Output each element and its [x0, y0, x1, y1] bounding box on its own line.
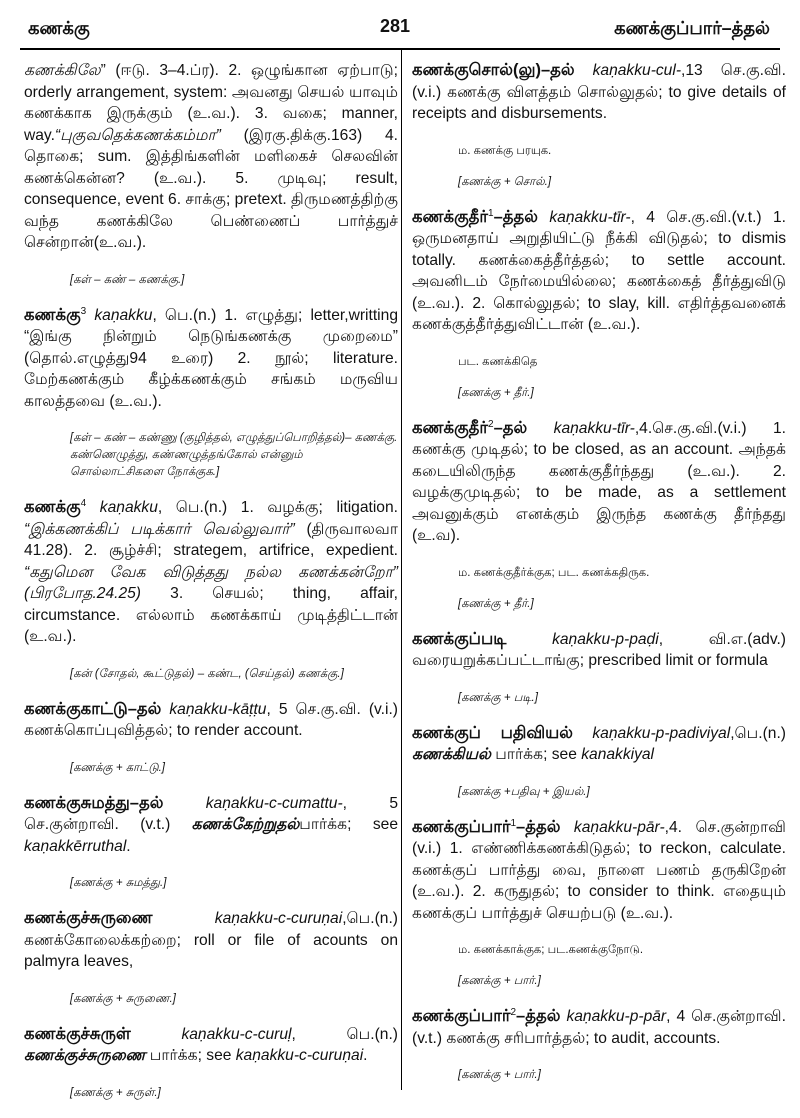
headword: கணக்குதீர் [412, 418, 489, 437]
definition-text: (தொல்.எழுத்து94 உரை) 2. நூல்; literature. மேற்கணக்கும் கீழ்க்கணக்கும் சங்கம் மருவிய காலத்தவை (உ.வ.). [24, 349, 398, 410]
etymology: [கணக்கு + படி.] [458, 691, 538, 704]
entry-continuation [24, 60, 398, 289]
etymology: [கணக்கு + சொல்.] [458, 175, 552, 188]
definition-text: , பெ.(n.) [291, 1025, 398, 1043]
headword-suffix: –தல் [493, 418, 528, 437]
headword: கணக்குப்பார் [412, 1007, 511, 1025]
page-number: 281 [380, 16, 411, 36]
definition-text: ,பெ.(n.) [730, 724, 786, 742]
entry-body [24, 497, 398, 648]
entry-body [24, 60, 398, 254]
entry-kanakku-3 [24, 305, 398, 482]
headword-suffix: –த்தல் [516, 817, 561, 836]
definition-text: பார்க்க; see [145, 1047, 236, 1064]
see-transliteration: kaṇakku-c-curuṇai [235, 1047, 364, 1064]
headword-suffix: –த்தல் [516, 1007, 561, 1025]
etymology: [கள் – கண் – கண்ணு (குழித்தல், எழுத்துப்பொறித்தல்)– கணக்கு. கண்ணெழுத்து, கண்ணழுத்தங்கோல் என்னும் சொல்லாட்சிகளை நோக்குக.] [70, 432, 398, 478]
definition-text: பார்க்க; see [299, 816, 398, 833]
homonym-number: 2 [488, 418, 494, 430]
see-transliteration: kaṇakkērruthal [24, 837, 127, 855]
definition-text: , 4 செ.குன்றாவி. (v.t.) கணக்கு சரிபார்த்தல்; to audit, accounts. [412, 1008, 786, 1047]
punctuation: . [363, 1047, 368, 1064]
quote: “இங்கு நின்றும் நெடுங்கணக்கு முறைமை” [24, 328, 398, 345]
headword: கணக்குப்படி [412, 629, 507, 648]
see-transliteration: kanakkiyal [581, 746, 655, 763]
definition-text: ,பெ.(n.) கணக்கோலைக்கற்றை; roll or file of acounts on palmyra leaves, [24, 910, 398, 970]
transliteration: kaṇakku-pār- [573, 818, 665, 836]
entry-kanakku-cumattu [24, 793, 398, 893]
entry-kanakku-p-padiviyal [412, 723, 786, 801]
quote: “கதுமென வேக விடுத்தது நல்ல கணக்கன்றோ” (பிரபோத.24.25) [24, 563, 398, 602]
transliteration: kaṇakku-c-curuṇai [214, 910, 343, 927]
transliteration: kaṇakku-p-pār [566, 1008, 667, 1025]
transliteration: kaṇakku-cul- [592, 62, 682, 79]
entry-body [24, 699, 398, 742]
cross-reference: கணக்குச்சுருணை [24, 1047, 146, 1064]
headword: கணக்குச்சுருணை [24, 909, 153, 927]
cognates: ம. கணக்கு பரயுக. [458, 144, 552, 157]
definition-text: பார்க்க; see [490, 746, 582, 763]
transliteration: kaṇakku-tīr- [549, 208, 631, 226]
entry-body [24, 793, 398, 858]
etymology: [கணக்கு + சுமத்து.] [70, 877, 167, 889]
cognates: ம. கணக்குதீர்க்குக; பட. கணக்கதிருக. [458, 566, 650, 579]
homonym-number: 1 [510, 817, 517, 829]
transliteration: kaṇakku-c-curuḷ [181, 1025, 292, 1043]
definition-text: , 5 செ.கு.வி. (v.i.) கணக்கொப்புவித்தல்; to render account. [24, 700, 398, 739]
cross-reference: கணக்கியல் [412, 746, 491, 763]
quote: கணக்கிலே [24, 62, 101, 79]
headword: கணக்குகாட்டு–தல் [24, 699, 162, 718]
etymology: [கணக்கு + தீர்.] [458, 386, 534, 399]
definition-text: ” (ஈடு. 3–4.ப்ர). 2. ஒழுங்கான ஏற்பாடு; orderly arrangement, system: அவனது செயல் யாவும் கணக்காக இருக்கும் (உ.வ.). 3. வகை; manner, way. [24, 62, 398, 144]
entry-body [412, 207, 786, 336]
definition-text: , பெ.(n.) 1. வழக்கு; litigation. [157, 499, 398, 516]
etymology: [கணக்கு + தீர்.] [458, 597, 534, 610]
definition-text: (இரகு.திக்கு.163) 4. தொகை; sum. இத்திங்களின் மளிகைச் செலவின் கணக்கென்ன? (உ.வ.). 5. முடிவு; result, consequence, event 6. சாக்கு; pretext. திருமணத்திற்கு வந்த கணக்கிலே பெண்ணைப் பார்த்துச் சென்றான்(உ.வ.). [24, 126, 398, 251]
headword: கணக்கு [24, 305, 81, 324]
definition-text: ,4. செ.குன்றாவி (v.i.) 1. எண்ணிக்கணக்கிடுதல்; to reckon, calculate. கணக்குப் பார்த்து வை, நாளை பணம் தருகிறேன் (உ.வ.). 2. கருதுதல்; to consider to think. எதையும் கணக்குப் பார்த்துச் செயற்படு (உ.வ.). [412, 818, 786, 922]
definition-text: ,13 செ.கு.வி. (v.i.) கணக்கு விளத்தம் சொல்லுதல்; to give details of receipts and disbursements. [412, 62, 786, 122]
entry-kanakku-kattu [24, 699, 398, 777]
entry-kanakku-tir-1 [412, 207, 786, 402]
transliteration: kaṇakku-c-cumattu- [205, 794, 343, 812]
transliteration: kaṇakku-p-paḍi [552, 630, 659, 648]
headword: கணக்குப்பார் [412, 817, 511, 836]
etymology: [கணக்கு + சுருள்.] [70, 1086, 161, 1099]
entry-body [24, 908, 398, 973]
left-column [24, 60, 398, 1118]
definition-text: , பெ.(n.) 1. எழுத்து; letter,writting [152, 306, 398, 324]
homonym-number: 4 [80, 497, 87, 509]
punctuation: . [126, 837, 131, 855]
etymology: [கணக்கு + பார்.] [458, 975, 541, 987]
cognates: பட. கணக்கிதெ [458, 355, 538, 368]
entry-body [412, 723, 786, 766]
entry-kanakku-curunai [24, 908, 398, 1008]
homonym-number: 3 [80, 305, 87, 317]
definition-text: , 4 செ.கு.வி.(v.t.) 1. ஒருமனதாய் அறுதியிட்டு நீக்கி விடுதல்; to dismis totally. கணக்கைத்தீர்த்தல்; to settle account. அவனிடம் நேர்மையில்லை; கணக்கைத் தீர்த்துவிடு (உ.வ.). 2. கொல்லுதல்; to slay, kill. எதிர்த்தவனைக் கணக்குத்தீர்த்துவிட்டான் (உ.வ.). [412, 208, 786, 333]
entry-body [24, 1024, 398, 1067]
entry-body [412, 629, 786, 672]
guide-word-right: கணக்குப்பார்–த்தல் [614, 18, 770, 38]
etymology: [கணக்கு + காட்டு.] [70, 761, 165, 774]
homonym-number: 2 [510, 1006, 517, 1018]
entry-body [412, 817, 786, 925]
quote: “இக்கணக்கிப் படிக்கார் வெல்லுவார்” [24, 520, 295, 538]
transliteration: kaṇakku [94, 306, 153, 324]
page-header [0, 0, 800, 44]
column-divider [401, 50, 402, 1090]
entry-kanakku-par-2 [412, 1006, 786, 1084]
etymology: [கணக்கு + சுருணை.] [70, 992, 176, 1005]
transliteration: kaṇakku-kāṭṭu [169, 700, 267, 718]
entry-kanakku-curul [24, 1024, 398, 1102]
etymology: [கள் – கண் – கணக்கு.] [70, 273, 185, 286]
header-rule [20, 48, 780, 50]
right-column [412, 60, 786, 1100]
etymology: [கணக்கு +பதிவு + இயல்.] [458, 785, 590, 798]
headword: கணக்குச்சுருள் [24, 1024, 131, 1043]
headword: கணக்குப் பதிவியல் [412, 723, 573, 742]
definition-text: 3. செயல்; thing, affair, circumstance. எல்லாம் கணக்காய் முடித்திட்டான் (உ.வ.). [24, 585, 398, 645]
entry-kanakku-sollu [412, 60, 786, 191]
entry-kanakku-4 [24, 497, 398, 683]
definition-text: , வி.எ.(adv.) வரையறுக்கப்பட்டாங்கு; prescribed limit or formula [412, 630, 786, 669]
entry-body [412, 418, 786, 547]
etymology: [கன் (சோதல், கூட்டுதல்) – கண்ட, (செய்தல்) கணக்கு.] [70, 667, 344, 680]
entry-kanakku-p-padi [412, 629, 786, 707]
guide-word-left: கணக்கு [28, 18, 90, 38]
definition-text: , 5 செ.குன்றாவி. (v.t.) [24, 794, 398, 833]
transliteration: kaṇakku [99, 499, 158, 516]
definition-text: ,4.செ.கு.வி.(v.i.) 1. கணக்கு முடிதல்; to be closed, as an account. அந்தக் கடையிலிருந்த கணக்குதீர்ந்தது (உ.வ.). 2. வழக்குமுடிதல்; to be made, as a settlement அவனுக்கும் எனக்கும் இருந்த கணக்கு தீர்ந்தது (உ.வ). [412, 419, 786, 544]
definition-text: (திருவாலவா 41.28). 2. சூழ்ச்சி; strategem, artifrice, expedient. [24, 520, 398, 559]
etymology: [கணக்கு + பார்.] [458, 1069, 541, 1081]
headword: கணக்குதீர் [412, 207, 489, 226]
entry-kanakku-par-1 [412, 817, 786, 991]
headword-suffix: –த்தல் [493, 207, 538, 226]
transliteration: kaṇakku-tīr- [553, 419, 635, 437]
cross-reference: கணக்கேற்றுதல் [191, 816, 300, 833]
transliteration: kaṇakku-p-padiviyal [592, 724, 731, 742]
headword: கணக்குசொல்(லு)–தல் [412, 61, 575, 79]
headword: கணக்குசுமத்து–தல் [24, 793, 164, 812]
homonym-number: 1 [488, 207, 494, 219]
entry-body [412, 60, 786, 125]
cognates: ம. கணக்காக்குக; பட.கணக்குநோடு. [458, 944, 644, 956]
headword: கணக்கு [24, 498, 81, 516]
entry-kanakku-tir-2 [412, 418, 786, 613]
entry-body [24, 305, 398, 413]
entry-body [412, 1006, 786, 1049]
quote: “புகுவதெக்கணக்கம்மா” [54, 126, 221, 144]
